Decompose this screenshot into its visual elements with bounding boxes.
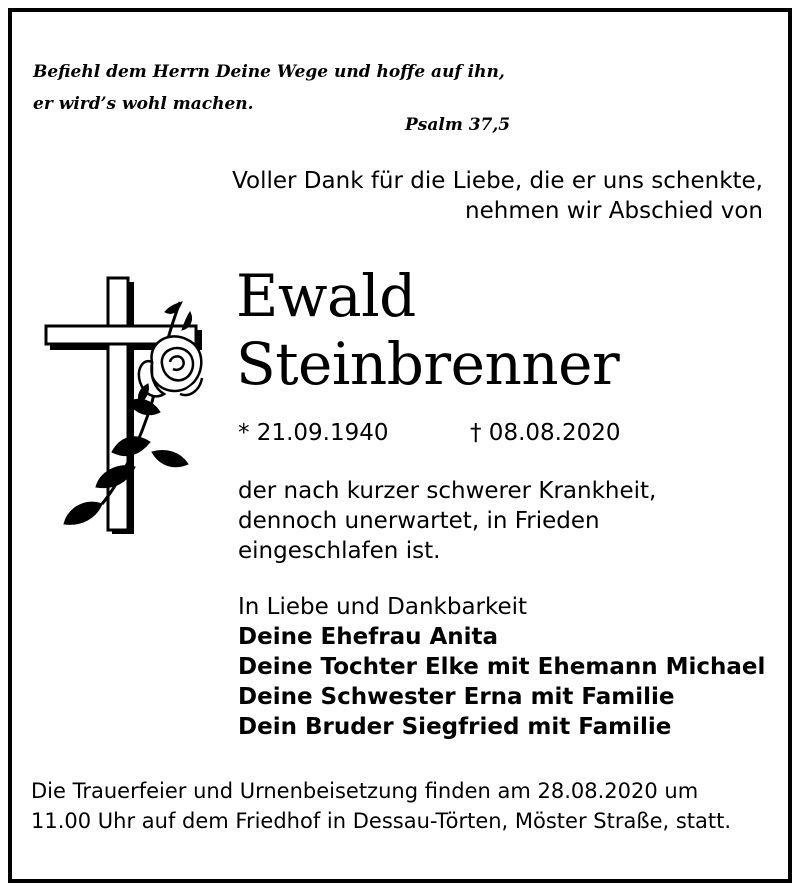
ceremony-line-2: 11.00 Uhr auf dem Friedhof in Dessau-Törten, Möster Straße, statt. [31,809,732,833]
intro-line-1: Voller Dank für die Liebe, die er uns schenkte, [232,168,763,194]
mourner-name: Dein Bruder Siegfried mit Familie [238,714,672,740]
first-name: Ewald [236,262,416,330]
cross-with-rose-icon [40,272,210,544]
verse-reference: Psalm 37,5 [405,115,511,135]
death-date: † 08.08.2020 [470,420,621,446]
mourner-name: Deine Schwester Erna mit Familie [238,684,675,710]
description-line-3: eingeschlafen ist. [238,538,441,564]
intro-text [232,166,763,226]
verse-line-2: er wird’s wohl machen. [33,94,254,114]
last-name: Steinbrenner [236,330,620,398]
description-line-2: dennoch unerwartet, in Frieden [238,508,600,534]
cross-icon [46,278,202,534]
mourners-intro: In Liebe und Dankbarkeit [238,594,528,620]
description-line-1: der nach kurzer schwerer Krankheit, [238,478,657,504]
verse-line-1: Befiehl dem Herrn Deine Wege und hoffe auf ihn, [33,62,505,82]
mourner-name: Deine Ehefrau Anita [238,624,499,650]
birth-date: * 21.09.1940 [238,420,389,446]
ceremony-info [31,776,731,836]
ceremony-line-1: Die Trauerfeier und Urnenbeisetzung finden am 28.08.2020 um [31,779,699,803]
deceased-name [236,262,619,398]
mourner-name: Deine Tochter Elke mit Ehemann Michael [238,654,766,680]
description [238,476,656,566]
intro-line-2: nehmen wir Abschied von [465,198,763,224]
bible-verse [33,56,505,120]
mourners-list [238,592,765,742]
